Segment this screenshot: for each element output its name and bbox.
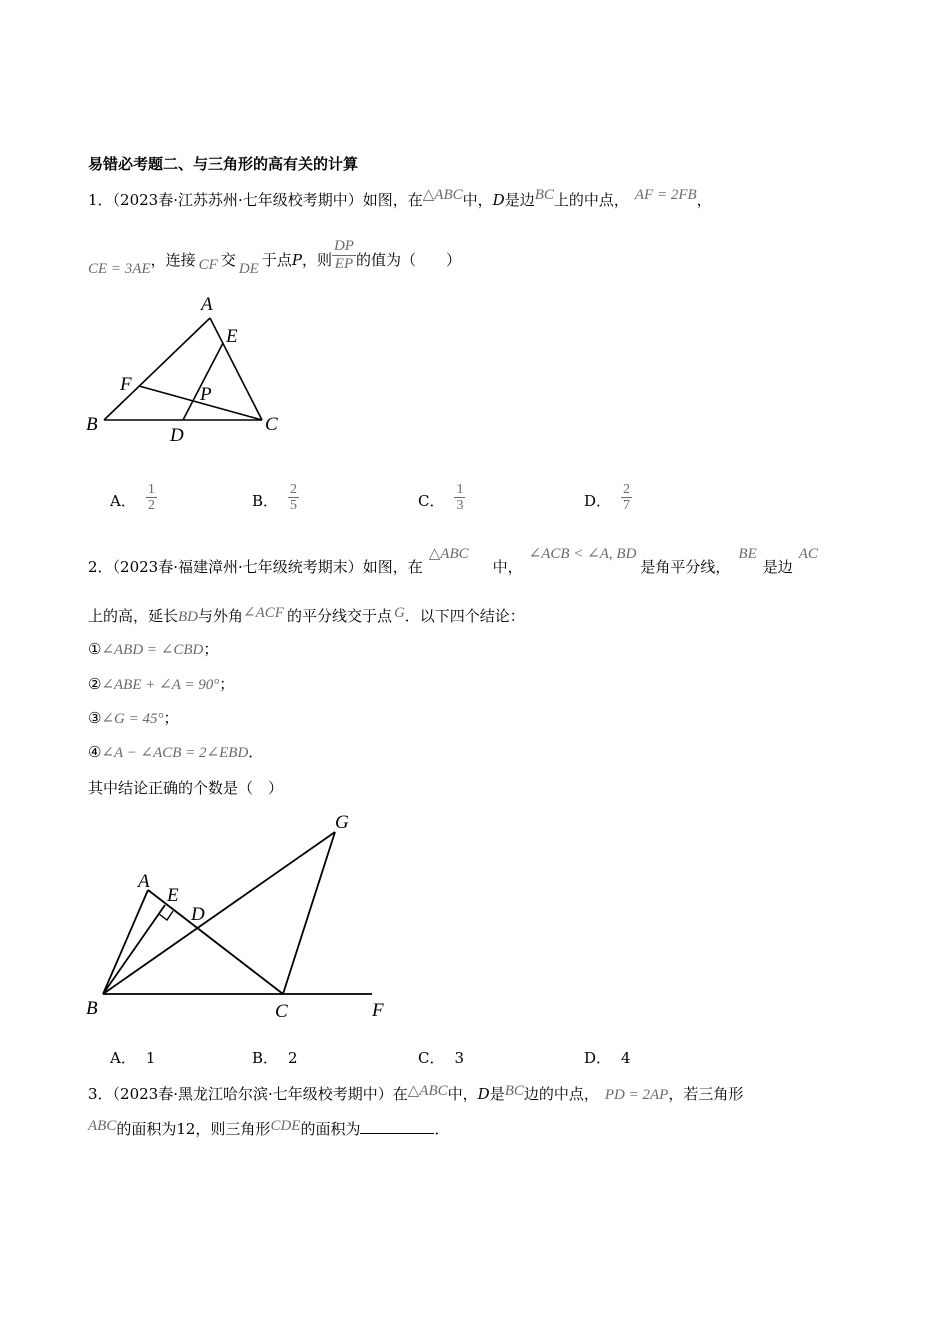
conclusion-end: ； xyxy=(163,709,179,727)
option-den: 5 xyxy=(290,498,298,514)
q1-number: 1． xyxy=(88,191,113,209)
q3-stem-line2 xyxy=(88,1118,449,1139)
option-den: 2 xyxy=(147,498,155,514)
q2-conclusion-3 xyxy=(88,707,179,728)
q1-text: 是边 xyxy=(504,191,535,209)
conclusion-mark: ④ xyxy=(88,743,102,761)
q1-text: 上的中点， xyxy=(553,191,629,209)
q2-option-b[interactable] xyxy=(252,1047,298,1068)
q3-answer-blank[interactable] xyxy=(360,1119,434,1134)
conclusion-mark: ② xyxy=(88,675,102,693)
q2-stem-line1 xyxy=(88,542,818,578)
q2-text: 上的高，延长 xyxy=(88,607,179,625)
q1-bc: BC xyxy=(534,187,554,203)
option-value: 3 xyxy=(454,1049,465,1067)
conclusion-expr: ∠ABD = ∠CBD xyxy=(101,642,204,658)
q1-point-p: P xyxy=(291,251,302,269)
q2-label-g: G xyxy=(335,812,349,833)
q1-option-b[interactable] xyxy=(252,482,299,514)
q2-angle-acf: ∠ACF xyxy=(243,605,284,621)
option-letter: D． xyxy=(584,1049,612,1067)
q2-condition: ∠ACB < ∠A, BD xyxy=(528,546,637,562)
q2-question: 其中结论正确的个数是（ ） xyxy=(88,779,284,797)
q3-cde: CDE xyxy=(270,1118,301,1134)
q3-point-d: D xyxy=(477,1085,490,1103)
option-letter: C． xyxy=(418,1049,445,1067)
q1-frac-den: EP xyxy=(334,255,354,272)
conclusion-mark: ③ xyxy=(88,709,102,727)
q2-number: 2． xyxy=(88,558,113,576)
option-num: 1 xyxy=(456,482,464,497)
conclusion-mark: ① xyxy=(88,640,102,658)
q3-source: （2023春·黑龙江哈尔滨·七年级校考期中）在 xyxy=(112,1085,408,1103)
q1-ce-expr: CE = 3AE xyxy=(88,261,151,277)
q2-text: ．以下四个结论： xyxy=(404,607,525,625)
q1-text: 交 xyxy=(220,251,236,269)
q3-triangle-abc: △ABC xyxy=(407,1083,448,1099)
q2-conclusion-2 xyxy=(88,673,234,694)
q2-label-b: B xyxy=(86,998,98,1019)
q2-option-d[interactable] xyxy=(584,1047,631,1068)
q2-text: 中， xyxy=(492,558,523,576)
q1-af-expr: AF = 2FB xyxy=(634,187,697,203)
q1-text: 于点 xyxy=(261,251,292,269)
q2-stem-line2 xyxy=(88,605,525,626)
option-num: 2 xyxy=(290,482,298,497)
q1-text: 中， xyxy=(462,191,493,209)
q2-source: （2023春·福建漳州·七年级统考期末）如图，在 xyxy=(112,558,423,576)
option-letter: B． xyxy=(252,1049,279,1067)
q2-option-c[interactable] xyxy=(418,1047,464,1068)
q1-label-a: A xyxy=(201,294,213,315)
q3-stem-line1 xyxy=(88,1083,743,1104)
q2-conclusion-1 xyxy=(88,638,218,659)
option-letter: B． xyxy=(252,491,279,510)
q2-right-angle-mark xyxy=(159,911,173,920)
conclusion-end: ； xyxy=(219,675,235,693)
conclusion-expr: ∠G = 45° xyxy=(101,711,164,727)
q2-figure xyxy=(80,805,400,1025)
q1-figure xyxy=(80,288,310,448)
q2-label-e: E xyxy=(167,885,179,906)
q2-ac: AC xyxy=(798,546,818,562)
q3-pd-expr: PD = 2AP xyxy=(604,1087,669,1103)
option-letter: D． xyxy=(584,491,612,510)
q2-label-f: F xyxy=(372,1000,384,1021)
q3-bc: BC xyxy=(504,1083,524,1099)
q2-text: 是边 xyxy=(762,558,793,576)
q1-stem-line1 xyxy=(88,189,712,210)
q2-be: BE xyxy=(738,546,757,562)
option-num: 2 xyxy=(623,482,631,497)
q2-text: 是角平分线， xyxy=(640,558,731,576)
q3-text: 是 xyxy=(489,1085,505,1103)
q1-label-b: B xyxy=(86,414,98,435)
q2-label-c: C xyxy=(275,1001,288,1022)
q3-text: 边的中点， xyxy=(523,1085,599,1103)
q2-segment-cg xyxy=(283,832,335,994)
q1-text: ，则 xyxy=(301,251,332,269)
q1-label-p: P xyxy=(200,384,212,405)
conclusion-end: ； xyxy=(203,640,219,658)
q1-option-d[interactable] xyxy=(584,482,632,514)
q1-text: 的值为（ ） xyxy=(355,251,461,269)
option-num: 1 xyxy=(147,482,155,497)
option-letter: A． xyxy=(110,1049,136,1067)
q2-option-a[interactable] xyxy=(110,1047,155,1068)
conclusion-expr: ∠A − ∠ACB = 2∠EBD xyxy=(101,745,249,761)
q1-frac-num: DP xyxy=(333,238,354,254)
conclusion-expr: ∠ABE + ∠A = 90° xyxy=(101,677,220,693)
q3-text: 的面积为 xyxy=(300,1120,361,1138)
option-letter: C． xyxy=(418,491,445,510)
q2-text: 的平分线交于点 xyxy=(286,607,392,625)
option-letter: A． xyxy=(110,491,136,510)
q1-text: ，连接 xyxy=(150,251,196,269)
q1-option-a[interactable] xyxy=(110,482,157,514)
q2-text: 与外角 xyxy=(198,607,244,625)
conclusion-end: ． xyxy=(248,743,264,761)
q1-label-f: F xyxy=(120,374,132,395)
q1-segment-ba xyxy=(104,318,210,420)
q1-de: DE xyxy=(238,261,259,277)
option-value: 4 xyxy=(621,1049,631,1067)
q1-segment-de xyxy=(183,343,223,420)
q1-source: （2023春·江苏苏州·七年级校考期中）如图，在 xyxy=(112,191,423,209)
q3-text: 中， xyxy=(447,1085,478,1103)
option-den: 7 xyxy=(623,498,631,514)
q1-cf: CF xyxy=(198,257,218,273)
q3-text: ． xyxy=(434,1120,450,1138)
option-value: 1 xyxy=(145,1049,156,1067)
q2-label-a: A xyxy=(138,871,150,892)
q1-label-e: E xyxy=(226,326,238,347)
section-title: 易错必考题二、与三角形的高有关的计算 xyxy=(88,155,359,173)
q2-segment-be xyxy=(103,905,165,994)
q1-option-c[interactable] xyxy=(418,482,465,514)
q3-text: 的面积为12，则三角形 xyxy=(116,1120,271,1138)
option-value: 2 xyxy=(288,1049,298,1067)
q1-label-c: C xyxy=(265,414,278,435)
q1-fraction-dp-ep xyxy=(332,238,356,272)
q3-text: ，若三角形 xyxy=(668,1085,744,1103)
q1-point-d: D xyxy=(492,191,505,209)
q3-number: 3． xyxy=(88,1085,113,1103)
q2-conclusion-4 xyxy=(88,741,263,762)
q1-stem-line2 xyxy=(88,238,461,282)
q1-triangle-abc: △ABC xyxy=(422,187,463,203)
q3-abc: ABC xyxy=(88,1118,117,1134)
option-den: 3 xyxy=(456,498,464,514)
q1-text: ， xyxy=(696,191,712,209)
q1-label-d: D xyxy=(170,425,184,446)
q2-label-d: D xyxy=(191,904,205,925)
q2-point-g: G xyxy=(393,605,405,621)
q2-bd: BD xyxy=(178,609,199,625)
q2-triangle-abc: △ABC xyxy=(428,546,469,562)
